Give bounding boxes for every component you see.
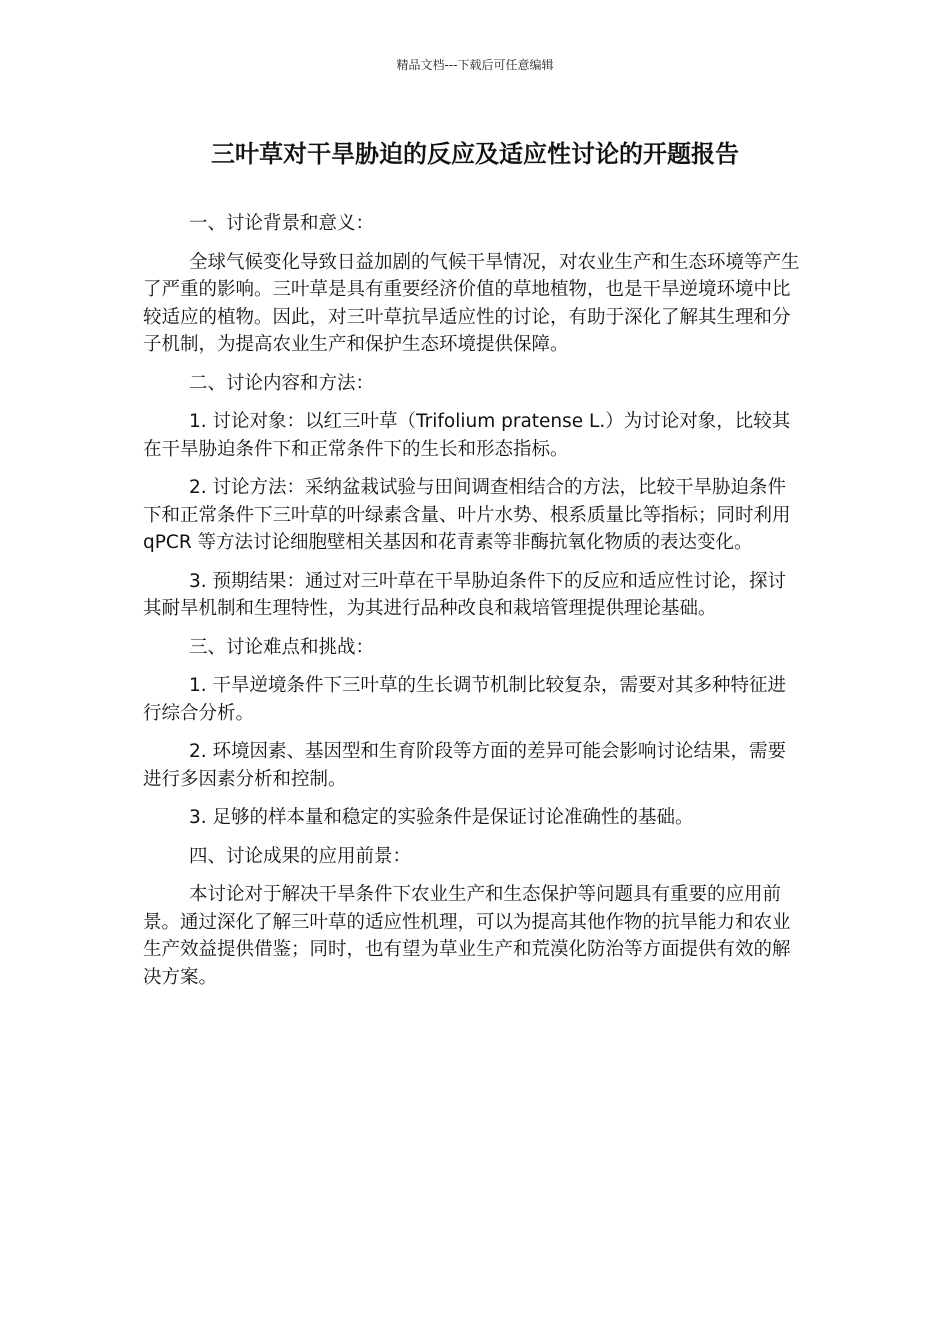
document-title: 三叶草对干旱胁迫的反应及适应性讨论的开题报告 (211, 140, 739, 168)
list-item-research-object: 1. 讨论对象：以红三叶草（Trifolium pratense L.）为讨论对象，比较其在干旱胁迫条件下和正常条件下的生长和形态指标。 (143, 411, 791, 460)
page-header-watermark: 精品文档---下载后可任意编辑 (396, 58, 554, 72)
document-body (143, 210, 803, 1002)
section-heading-content-methods: 二、讨论内容和方法： (189, 372, 375, 394)
paragraph-application: 本讨论对于解决干旱条件下农业生产和生态保护等问题具有重要的应用前景。通过深化了解三叶草的适应性机理，可以为提高其他作物的抗旱能力和农业生产效益提供借鉴；同时，也有望为草业生产和荒漠化防治等方面提供有效的解决方案。 (143, 884, 791, 988)
list-item-difficulty-3: 3. 足够的样本量和稳定的实验条件是保证讨论准确性的基础。 (189, 807, 694, 828)
list-item-difficulty-1: 1. 干旱逆境条件下三叶草的生长调节机制比较复杂，需要对其多种特征进行综合分析。 (143, 675, 787, 724)
section-heading-application: 四、讨论成果的应用前景： (189, 845, 412, 867)
section-heading-difficulties: 三、讨论难点和挑战： (189, 636, 375, 658)
list-item-difficulty-2: 2. 环境因素、基因型和生育阶段等方面的差异可能会影响讨论结果，需要进行多因素分析和控制。 (143, 741, 787, 790)
list-item-research-methods: 2. 讨论方法：采纳盆栽试验与田间调查相结合的方法，比较干旱胁迫条件下和正常条件下三叶草的叶绿素含量、叶片水势、根系质量比等指标；同时利用 qPCR 等方法讨论细胞壁相关基因和花青素等非酶抗氧化物质的表达变化。 (143, 477, 791, 553)
list-item-expected-results: 3. 预期结果：通过对三叶草在干旱胁迫条件下的反应和适应性讨论，探讨其耐旱机制和生理特性，为其进行品种改良和栽培管理提供理论基础。 (143, 570, 787, 619)
paragraph-background: 全球气候变化导致日益加剧的气候干旱情况，对农业生产和生态环境等产生了严重的影响。三叶草是具有重要经济价值的草地植物，也是干旱逆境环境中比较适应的植物。因此，对三叶草抗旱适应性的讨论，有助于深化了解其生理和分子机制，为提高农业生产和保护生态环境提供保障。 (143, 251, 800, 355)
section-heading-background: 一、讨论背景和意义： (189, 213, 375, 234)
